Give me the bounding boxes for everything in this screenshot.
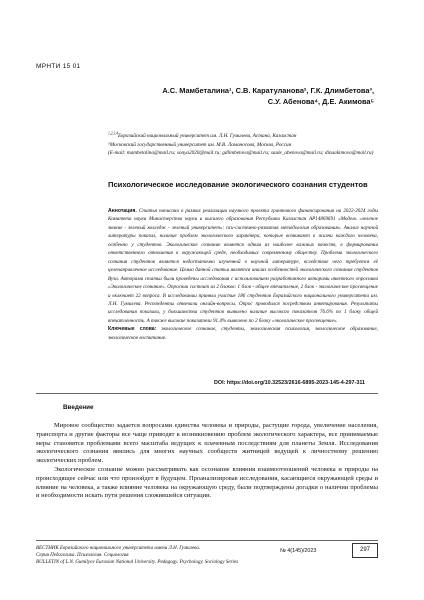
affiliation-sup: 1,2,3,4 bbox=[108, 131, 118, 136]
abstract-label: Аннотация. bbox=[108, 208, 137, 214]
authors-line-1: А.С. Мамбеталина¹, С.В. Каратуланова², Г.К. Длимбетова³, bbox=[162, 86, 374, 95]
journal-line-2: Серия Педагогика. Психология. Социология bbox=[36, 553, 129, 559]
article-title: Психологическое исследование экологического сознания студентов bbox=[108, 180, 368, 189]
mrnti-code: МРНТИ 15 01 bbox=[36, 63, 81, 70]
keywords-label: Ключевые слова: bbox=[108, 326, 157, 333]
intro-body bbox=[36, 422, 378, 501]
authors-line-2: С.У. Абенова⁴, Д.Е. Акимова⁵ bbox=[267, 97, 374, 106]
intro-heading: Введение bbox=[63, 404, 94, 411]
abstract-block bbox=[108, 207, 378, 342]
intro-paragraph-1: Мировое сообщество задается вопросами единства человека и природы, растущие города, увеличение населения, транспорта и другие факторы все чаще приводят к возникновению проблем экологического характера, все принимаемые меры становятся проблемами всего масштаба ведущих к плачевным последствиям для планеты Земля. Исследования экологического сознания явились для многих научных сообществ житницей ведущей к личностному решению экологических проблем. bbox=[36, 422, 378, 465]
footer-divider bbox=[36, 540, 378, 541]
doi-link[interactable]: DOI: https://doi.org/10.32523/2616-6895-2023-145-4-297-311 bbox=[214, 380, 366, 386]
affiliation-line-1: Евразийский национальный университет им. Л.Н. Гумилева, Астана, Казахстан bbox=[117, 133, 297, 139]
section-divider bbox=[36, 393, 378, 394]
keywords-text: экологическое сознание, студенты, экологическая психология, экологическое образование, экологическое воспитание. bbox=[108, 326, 378, 341]
journal-line-1: ВЕСТНИК Евразийского национального университета имени Л.Н. Гумилева. bbox=[36, 546, 201, 551]
page-number: 297 bbox=[352, 543, 378, 558]
journal-info bbox=[36, 545, 266, 567]
intro-paragraph-2: Экологическое сознание можно рассматривать как осознание влияния взаимоотношений человека и природы на происходящее сейчас или что произойдет в будущем. Проанализировав исследования, касающиеся окружающей среды и влияние на человека, а также влияние человека на окружающую среду, были подтверждены догадки о наличии проблемы и необходимости искать пути решения сложившейся ситуации. bbox=[36, 465, 378, 500]
affiliation-block bbox=[108, 132, 374, 158]
authors-block bbox=[54, 85, 374, 107]
affiliation-line-2: ⁵Московский государственный университет им. М.В. Ломоносова, Москва, Россия bbox=[108, 141, 292, 148]
issue-number: № 4(145)/2023 bbox=[280, 548, 317, 554]
abstract-text: Статья написана в рамках реализации научного проекта грантового финансирования на 2022-2024 годы Комитета науки Министерства науки и высшего образования Республики Казахстан AP14869691 «Модель «зеленое знание - зеленый колледж - зеленый университет»: пси-системно-развитая методология образования». Анализ научной литературы показал, наличие проблем экологического характера, которые возникают в жизни каждого человека, особенно у студентов. Экологическое сознание является одним из наиболее важных качеств, в формировании ответственного отношения к окружающей среде, необходимых современному обществу. Проблема экологического сознания студентов является недостаточно изученной в научной литературе, вследствие чего требуется её целенаправленное исследование. Целью данной статьи является анализ особенностей экологического сознания студентов Вуза. Авторами статьи были проведены исследования с использованием разработанного авторами анкетного опросника «Экологическое сознание». Опросник состоит из 2 блоков: 1 блок - общее впечатление, 2 блок - экологическое просвещение и включает 22 вопроса. В исследовании приняли участие 186 студентов Евразийского национального университета им. Л.Н. Гумилева. Респонденты отвечали онлайн-вопросы. Опрос проводился посредством анкетирования. Результаты исследования показали, у большинства студентов выявлено наличие высокого показателя 76.6% по 1 блоку общей впечатленность. А также высокие показатели 91.4% выявлено по 2 блоку «экологическое просвещение». bbox=[108, 208, 379, 324]
affiliation-emails: (E-mail: mambetalina@mail.ru; sonya2020@mail.ru; gdlimbetova@mail.ru; saule_abenova@mail.ru; dinaakimova@mail.ru) bbox=[108, 150, 374, 157]
journal-line-3: BULLETIN of L.N. Gumilyov Eurasian National University. Pedagogy. Psychology. Sociology Series bbox=[36, 560, 239, 566]
